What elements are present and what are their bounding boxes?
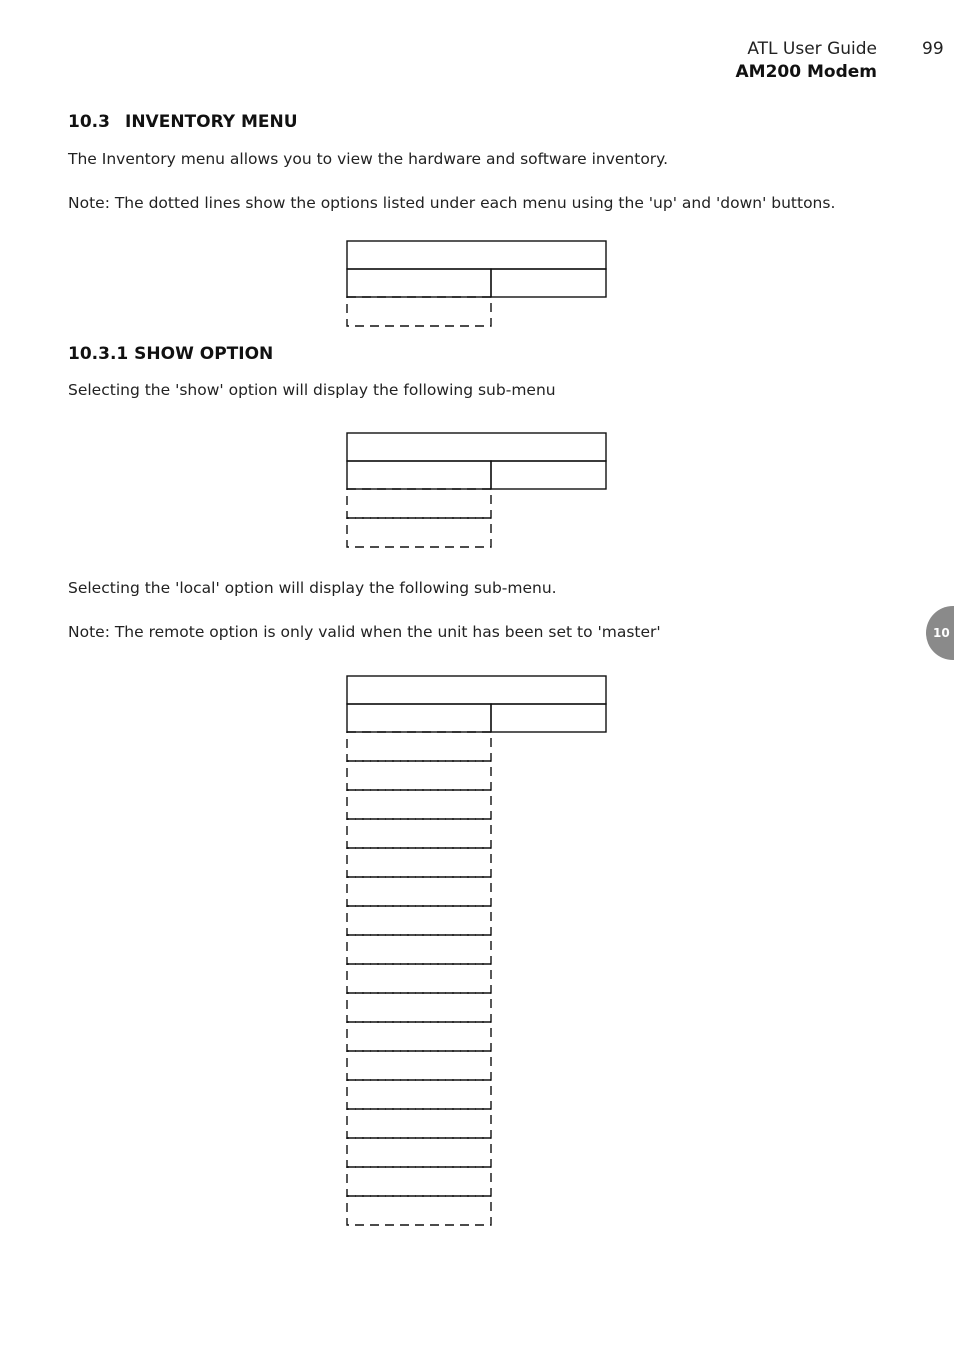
menu-option-dashed-box — [347, 906, 491, 935]
local-submenu-diagram — [340, 670, 615, 1230]
menu-selected-box — [347, 704, 491, 732]
menu-option-dashed-box — [347, 518, 491, 547]
menu-option-dashed-box — [347, 1080, 491, 1109]
menu-option-dashed-box — [347, 1109, 491, 1138]
menu-option-dashed-box — [347, 964, 491, 993]
section-title: INVENTORY MENU — [125, 112, 298, 132]
local-option-text: Selecting the 'local' option will display the following sub-menu. — [68, 579, 557, 597]
section-heading-show-option: 10.3.1 SHOW OPTION — [68, 344, 274, 364]
inventory-menu-diagram — [340, 235, 615, 335]
menu-option-dashed-box — [347, 1138, 491, 1167]
guide-title: ATL User Guide — [747, 39, 877, 59]
menu-option-dashed-box — [347, 1167, 491, 1196]
menu-option-dashed-box — [347, 993, 491, 1022]
menu-value-box — [491, 704, 606, 732]
menu-option-dashed-box — [347, 1022, 491, 1051]
menu-option-dashed-box — [347, 1196, 491, 1225]
guide-subtitle: AM200 Modem — [735, 62, 877, 82]
menu-option-dashed-box — [347, 848, 491, 877]
menu-option-dashed-box — [347, 489, 491, 518]
menu-value-box — [491, 269, 606, 297]
menu-option-dashed-box — [347, 877, 491, 906]
section-heading-inventory-menu — [68, 112, 298, 132]
inventory-intro-text: The Inventory menu allows you to view the hardware and software inventory. — [68, 150, 669, 168]
menu-selected-box — [347, 269, 491, 297]
menu-value-box — [491, 461, 606, 489]
section-number: 10.3 — [68, 112, 110, 132]
menu-option-dashed-box — [347, 1051, 491, 1080]
menu-title-box — [347, 241, 606, 269]
page-number: 99 — [922, 39, 944, 59]
menu-option-dashed-box — [347, 732, 491, 761]
menu-title-box — [347, 676, 606, 704]
show-submenu-diagram — [340, 427, 615, 557]
chapter-tab: 10 — [926, 606, 954, 660]
menu-option-dashed-box — [347, 790, 491, 819]
show-option-intro-text: Selecting the 'show' option will display the following sub-menu — [68, 381, 556, 399]
remote-option-note: Note: The remote option is only valid when the unit has been set to 'master' — [68, 623, 661, 641]
menu-selected-box — [347, 461, 491, 489]
menu-title-box — [347, 433, 606, 461]
dotted-lines-note: Note: The dotted lines show the options listed under each menu using the 'up' and 'down' buttons. — [68, 194, 836, 212]
menu-option-dashed-box — [347, 819, 491, 848]
menu-option-dashed-box — [347, 935, 491, 964]
menu-option-dashed-box — [347, 297, 491, 326]
menu-option-dashed-box — [347, 761, 491, 790]
